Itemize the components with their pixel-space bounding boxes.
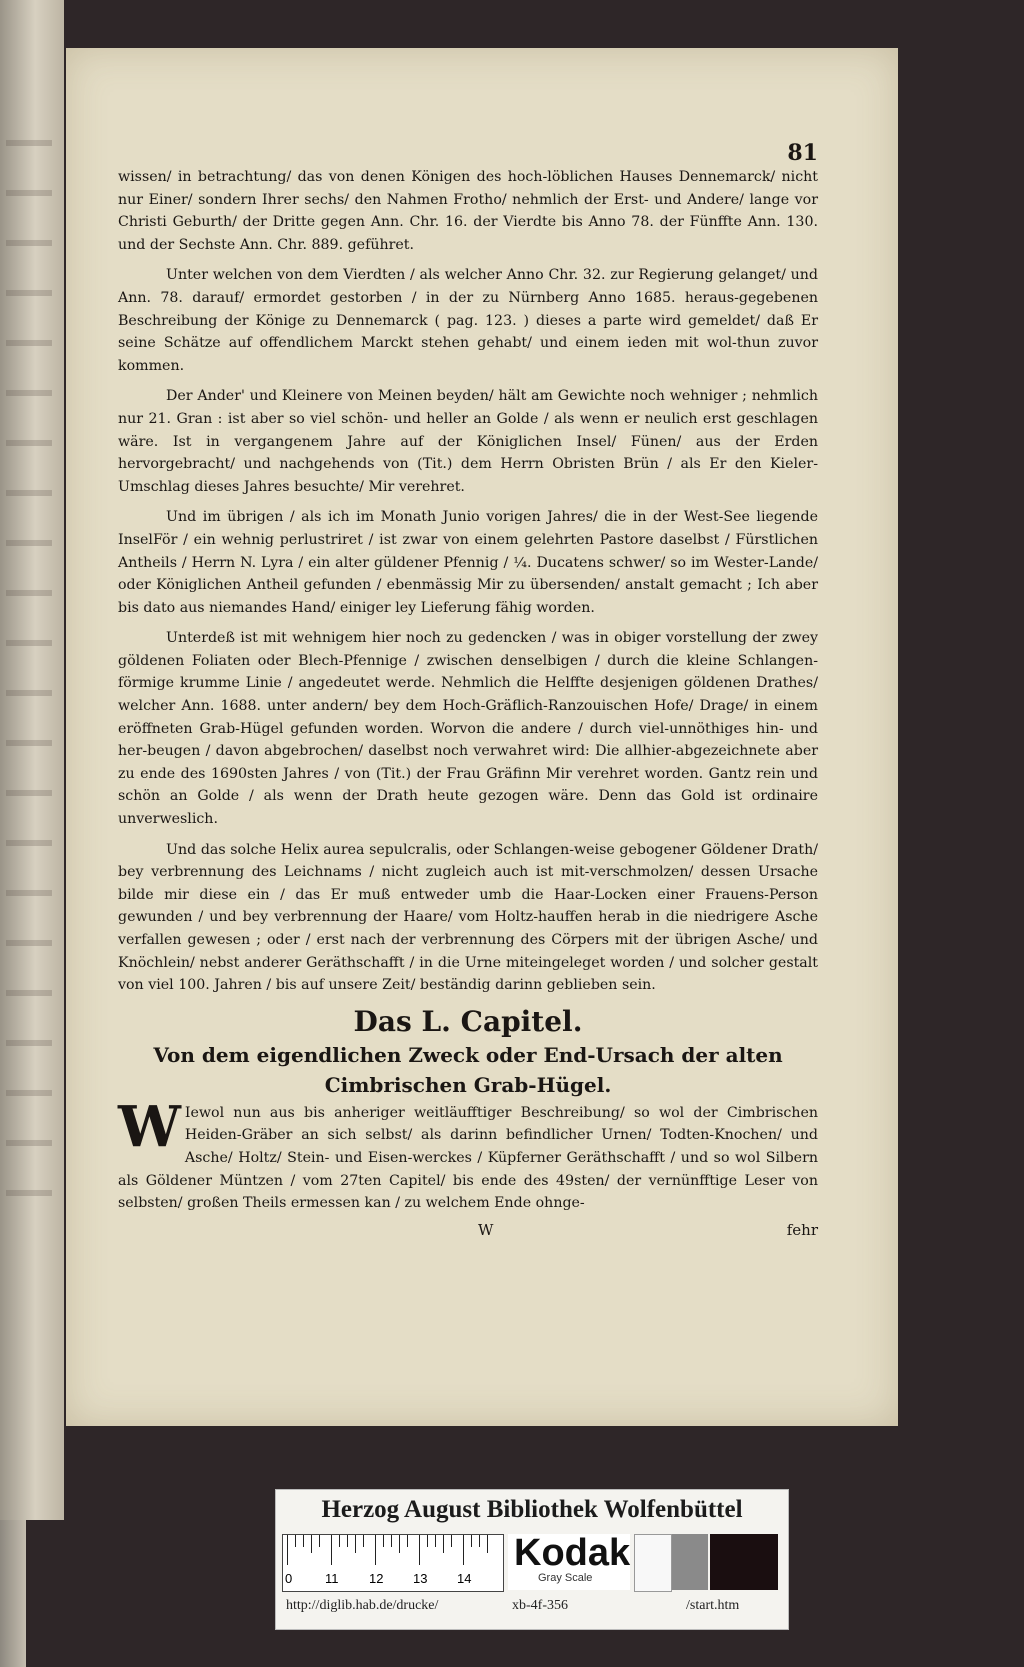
drop-initial: W <box>118 1093 181 1160</box>
facing-page-edge <box>0 0 64 1520</box>
brand-name: Kodak <box>514 1532 631 1574</box>
paragraph: Unter welchen von dem Vierdten / als welcher Anno Chr. 32. zur Regierung gelanget/ und Ann. 78. darauf/ ermordet gestorben / in der zu Nürnberg Anno 1685. heraus-gegebenen Beschreibung der Könige zu Dennemarck ( pag. 123. ) dieses a parte wird gemeldet/ daß Er seine Schätze auf offendlichem Marckt stehen gehabt/ und einem ieden mit wol-thun zuvor kommen. <box>118 267 818 374</box>
chapter-text: Iewol nun aus bis anheriger weitläufftiger Beschreibung/ so wol der Cimbrischen Heiden-Gräber an sich selbst/ als darinn befindlicher Urnen/ Todten-Knochen/ und Asche/ Holtz/ Stein- und Eisen-werckes / Küpferner Geräthschafft / und so wol Silbern als Göldener Müntzen / vom 27ten Capitel/ bis ende des 49sten/ der vernünfftige Leser von selbsten/ großen Theils ermessen kan / zu welchem Ende ohnge- <box>118 1104 818 1212</box>
catchword: fehr <box>786 1220 818 1239</box>
catchword-line <box>118 1221 818 1239</box>
paragraph: wissen/ in betrachtung/ das von denen Königen des hoch-löblichen Hauses Dennemarck/ nicht nur Einer/ sondern Ihrer sechs/ den Nahmen Frotho/ nehmlich der Erst- und Andere/ lange vor Christi Geburth/ der Dritte gegen Ann. Chr. 16. der Vierdte bis Anno 78. der Fünffte Ann. 130. und der Sechste Ann. Chr. 889. geführet. <box>118 169 818 253</box>
ruler-number: 0 <box>285 1571 293 1586</box>
kodak-logo <box>508 1534 630 1590</box>
paragraph: Der Ander' und Kleinere von Meinen beyden/ hält am Gewichte noch wehniger ; nehmlich nur 21. Gran : ist aber so viel schön- und heller an Golde / als wenn er neulich erst geschlagen wäre. Ist in vergangenem Jahre auf der Königlichen Insel/ Fünen/ aus der Erden hervorgebracht/ und nachgehends von (Tit.) dem Herrn Obristen Brün / als Er den Kieler-Umschlag dieses Jahres besuchte/ Mir verehret. <box>118 388 818 495</box>
page-text-block <box>118 140 818 1239</box>
color-target-card <box>275 1489 789 1630</box>
library-title: Herzog August Bibliothek Wolfenbüttel <box>321 1496 743 1523</box>
signature-mark: W <box>478 1220 494 1239</box>
paragraph: Und das solche Helix aurea sepulcralis, oder Schlangen-weise gebogener Göldener Drath/ bey verbrennung des Leichnams / nicht zugleich auch ist mit-verschmolzen/ dessen Ursache bilde mir diese ein / das Er muß entweder umb die Haar-Locken einer Frauens-Person gewunden / und bey verbrennung der Haare/ vom Holtz-hauffen herab in die niedrigere Asche verfallen gewesen ; oder / erst nach der verbrennung des Cörpers mit der übrigen Asche/ und Knöchlein/ nebst anderer Geräthschafft / in die Urne miteingeleget worden / und solcher gestalt von viel 100. Jahren / bis auf unsere Zeit/ beständig darinn geblieben sein. <box>118 841 818 994</box>
start-text: /start.htm <box>686 1598 740 1613</box>
chapter-title: Das L. Capitel. <box>353 1004 583 1038</box>
paragraph: Unterdeß ist mit wehnigem hier noch zu gedencken / was in obiger vorstellung der zwey göldenen Foliaten oder Blech-Pfennige / zwischen denselbigen / durch die kleine Schlangen-förmige krumme Linie / angedeutet werde. Nehmlich die Helffte desjenigen göldenen Drathes/ welcher Ann. 1688. unter andern/ bey dem Hoch-Gräflich-Ranzouischen Hofe/ Drage/ in einem eröffneten Grab-Hügel gefunden worden. Worvon die andere / durch viel-unnöthiges hin- und her-beugen / davon abgebrochen/ daselbst noch verwahret wird: Die allhier-abgezeichnete aber zu ende des 1690sten Jahres / von (Tit.) der Frau Gräfinn Mir verehret worden. Gantz rein und schön an Golde / als wenn der Drath heute gezogen wäre. Denn das Gold ist ordinaire unverweslich. <box>118 630 818 828</box>
gray-patch-white <box>634 1534 672 1592</box>
chapter-subtitle: Von dem eigendlichen Zweck oder End-Ursach der alten <box>153 1042 783 1067</box>
facing-page-strip <box>0 1520 26 1667</box>
chapter-subtitle: Cimbrischen Grab-Hügel. <box>324 1072 612 1097</box>
ruler-number: 14 <box>457 1571 472 1586</box>
paragraph: Und im übrigen / als ich im Monath Junio vorigen Jahres/ die in der West-See liegende InselFör / ein wehnig perlustriret / ist zwar von einem gelehrten Pastore daselbst / Fürstlichen Antheils / Herrn N. Lyra / ein alter güldener Pfennig / ¼. Ducatens schwer/ so im Wester-Lande/ oder Königlichen Antheil gefunden / ebenmässig Mir zu übersenden/ anstalt gemacht ; Ich aber bis dato aus niemandes Hand/ einiger ley Lieferung fähig worden. <box>118 509 818 616</box>
ruler-number: 12 <box>369 1571 384 1586</box>
scale-ruler <box>282 1534 504 1592</box>
page-number: 81 <box>787 140 818 166</box>
url-text: http://diglib.hab.de/drucke/ <box>286 1598 439 1613</box>
chapter-paragraph <box>118 1093 818 1215</box>
ruler-number: 11 <box>325 1571 339 1586</box>
gray-patch-mid <box>672 1534 708 1590</box>
gray-patch-dark <box>710 1534 778 1590</box>
shelfmark-text: xb-4f-356 <box>512 1598 568 1613</box>
ruler-number: 13 <box>413 1571 428 1586</box>
book-page <box>66 48 898 1426</box>
brand-subtitle: Gray Scale <box>538 1572 593 1584</box>
